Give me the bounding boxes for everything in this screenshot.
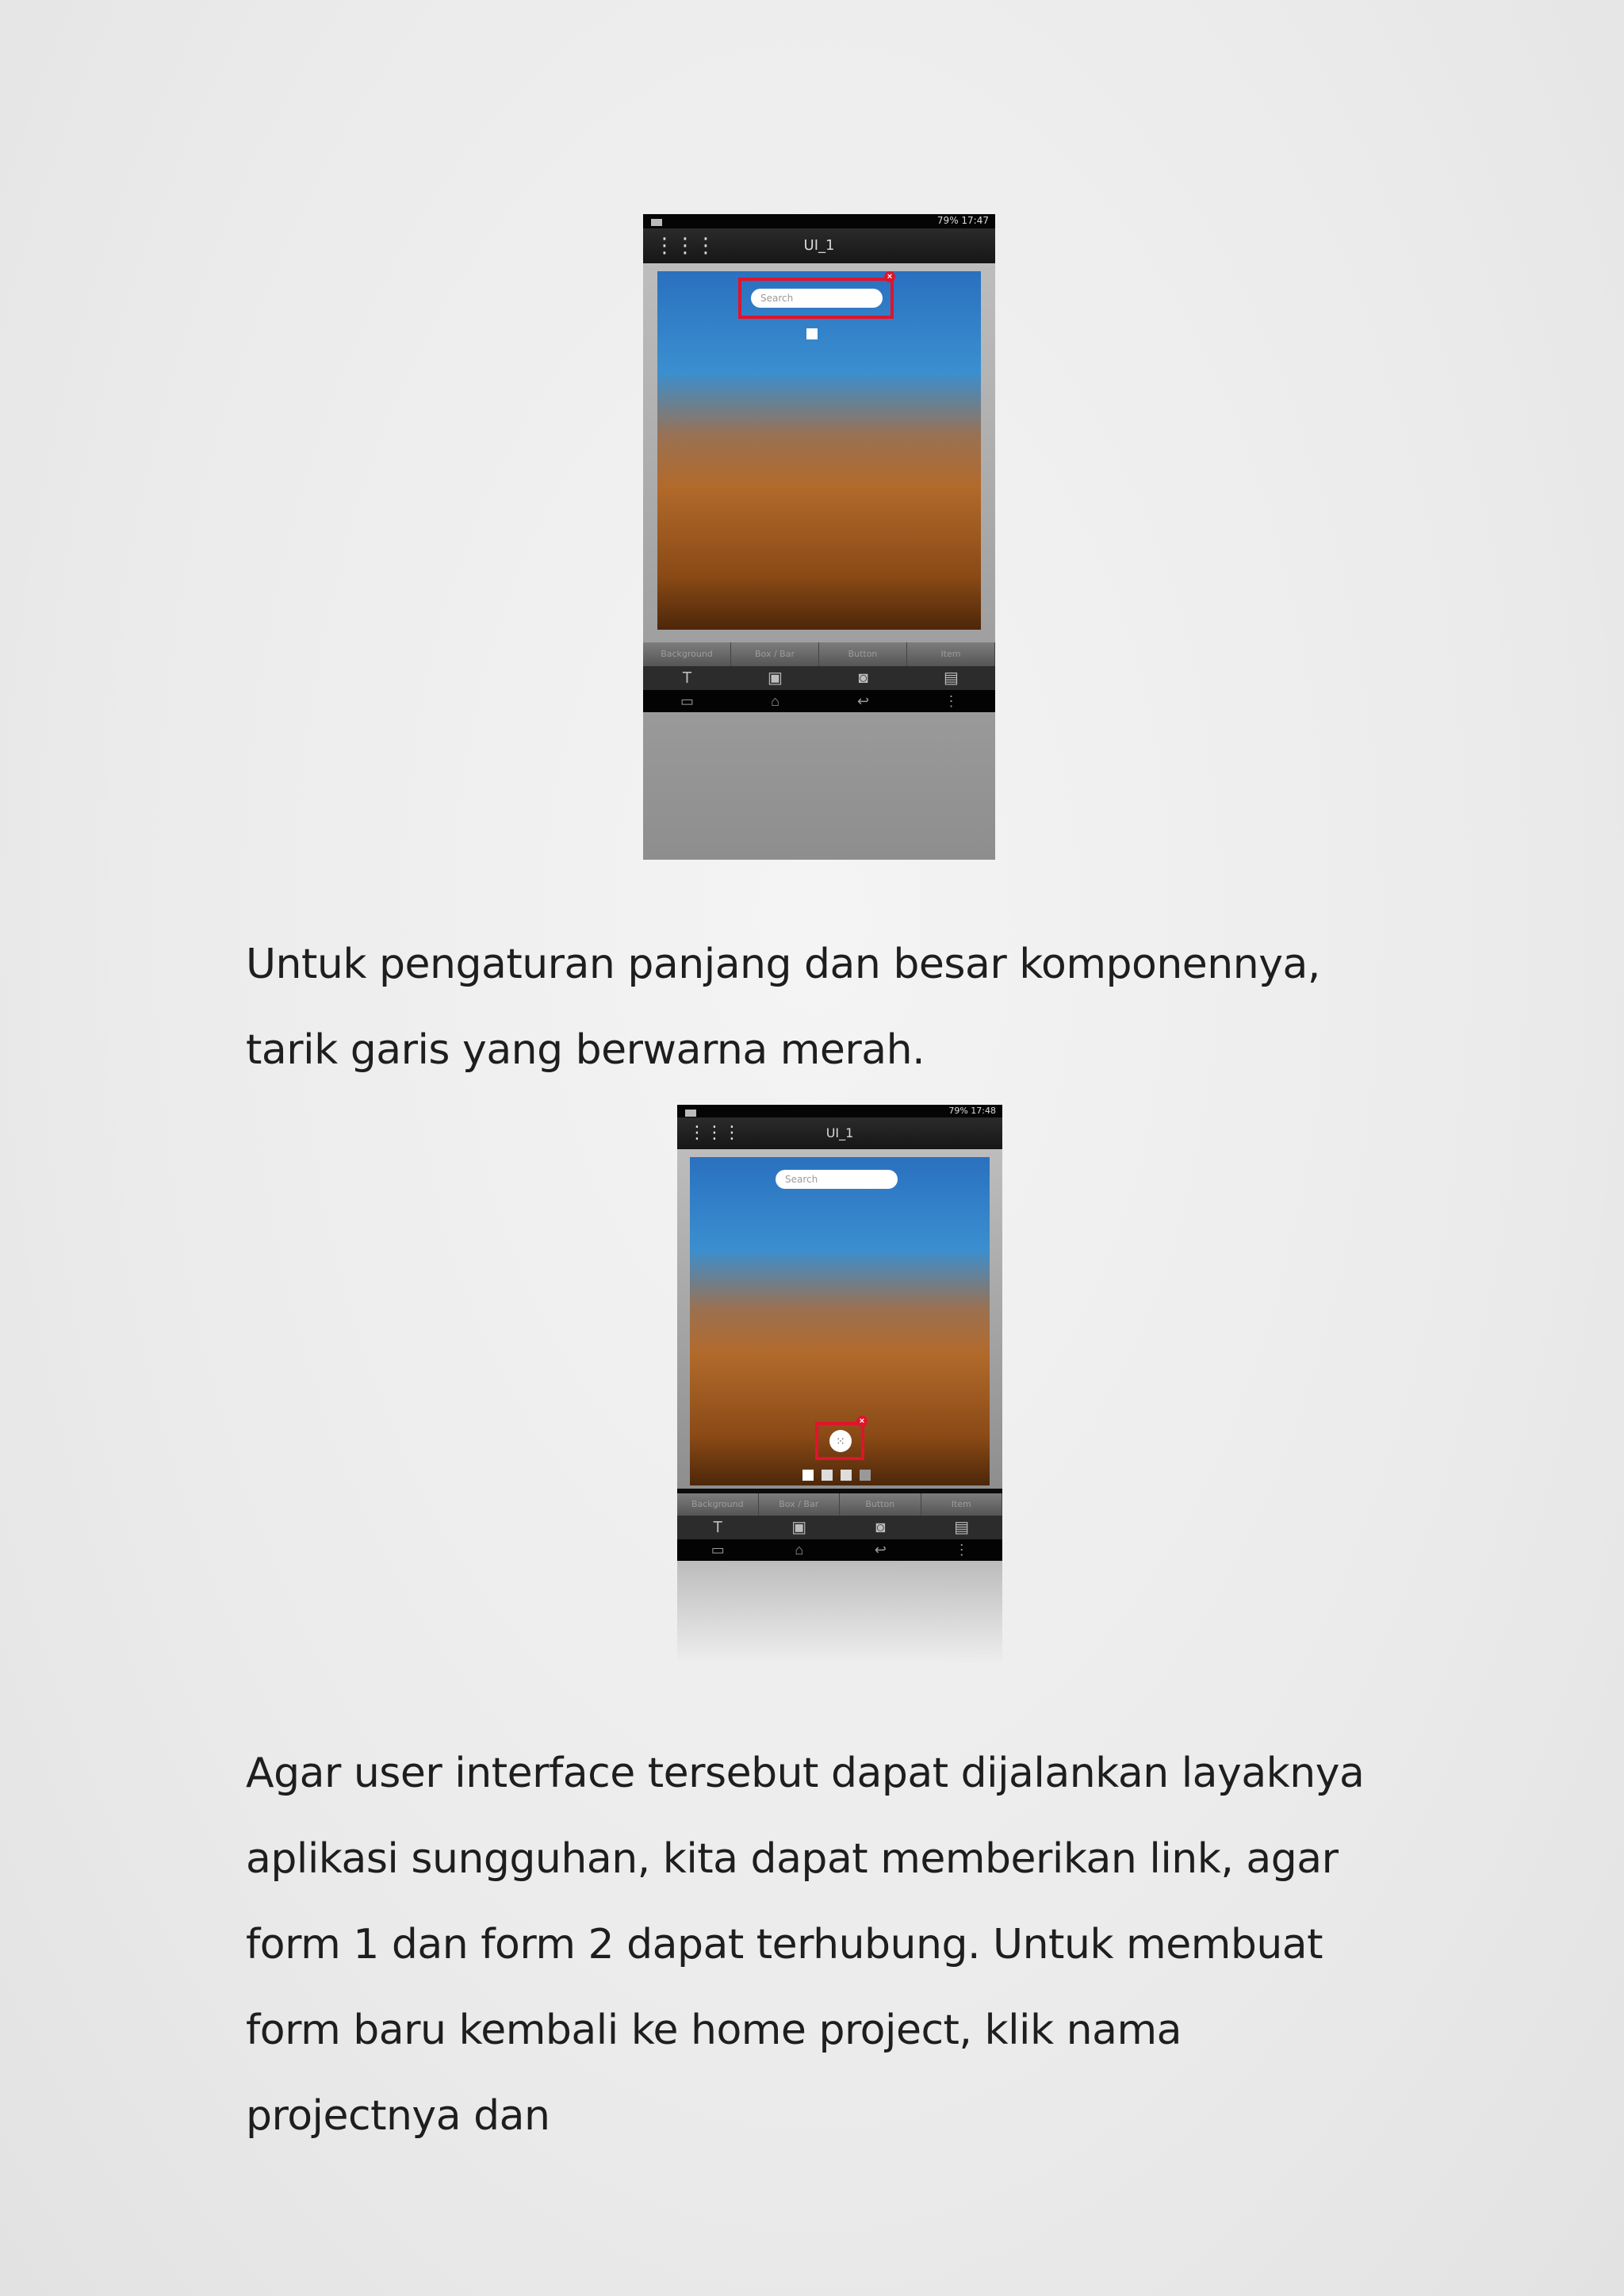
paragraph-2: Agar user interface tersebut dapat dijalankan layaknya aplikasi sungguhan, kita dapat memberikan link, agar form 1 dan form 2 dapat terhubung. Untuk membuat form baru kembali ke home project, klik nama projectnya dan [246, 1750, 1365, 2140]
page-dot-4 [860, 1470, 871, 1481]
phone-reflection-2 [677, 1561, 1002, 1664]
notification-icon [651, 219, 662, 226]
camera-tool-icon[interactable]: ◙ [875, 1519, 886, 1536]
form-title: UI_1 [825, 1125, 854, 1140]
menu-icon[interactable]: ⋮ [954, 1542, 969, 1558]
title-bar [643, 228, 995, 263]
recent-apps-icon[interactable]: ▭ [710, 1542, 725, 1558]
component-tabs [677, 1493, 1002, 1516]
recent-apps-icon[interactable]: ▭ [680, 693, 694, 709]
component-tabs [643, 642, 995, 666]
form-title: UI_1 [803, 237, 835, 254]
phone-screenshot-1 [643, 214, 995, 712]
save-tool-icon[interactable]: ▤ [954, 1519, 970, 1536]
paragraph-1: Untuk pengaturan panjang dan besar komponennya, tarik garis yang berwarna merah. [246, 941, 1320, 1074]
tab-background[interactable]: Background [677, 1493, 759, 1516]
search-input[interactable]: Search [776, 1170, 898, 1189]
tab-box-bar[interactable]: Box / Bar [731, 642, 819, 666]
home-icon[interactable]: ⌂ [795, 1542, 804, 1558]
page-indicator-dots [802, 1470, 871, 1481]
text-tool-icon[interactable]: T [713, 1519, 723, 1536]
back-icon[interactable]: ↩ [856, 693, 870, 709]
phone-screenshot-2 [677, 1105, 1002, 1561]
image-tool-icon[interactable]: ▣ [791, 1519, 807, 1536]
app-grid-icon[interactable]: ⋮⋮⋮ [688, 1123, 741, 1143]
home-icon[interactable]: ⌂ [771, 693, 779, 709]
system-nav-bar [643, 690, 995, 712]
back-icon[interactable]: ↩ [874, 1542, 887, 1558]
app-grid-button[interactable]: ⁙ [829, 1430, 852, 1452]
tab-button[interactable]: Button [819, 642, 907, 666]
canvas-screen[interactable] [690, 1157, 990, 1485]
title-bar [677, 1117, 1002, 1149]
app-grid-icon[interactable]: ⋮⋮⋮ [654, 234, 716, 258]
tab-button[interactable]: Button [840, 1493, 921, 1516]
notification-icon [685, 1110, 696, 1117]
tool-bar [643, 666, 995, 690]
page-dot-1 [802, 1470, 814, 1481]
status-bar [643, 214, 995, 228]
tab-item[interactable]: Item [907, 642, 995, 666]
status-bar [677, 1105, 1002, 1117]
system-nav-bar [677, 1539, 1002, 1561]
remove-component-icon[interactable]: × [856, 1416, 868, 1427]
remove-component-icon[interactable]: × [884, 271, 895, 282]
page-dot-2 [822, 1470, 833, 1481]
tool-bar [677, 1516, 1002, 1539]
menu-icon[interactable]: ⋮ [944, 693, 959, 709]
status-text: 79% 17:47 [936, 215, 989, 226]
save-tool-icon[interactable]: ▤ [944, 669, 959, 687]
search-input[interactable]: Search [751, 289, 883, 308]
camera-tool-icon[interactable]: ◙ [858, 669, 868, 687]
tab-background[interactable]: Background [643, 642, 731, 666]
tab-item[interactable]: Item [921, 1493, 1003, 1516]
canvas-screen[interactable] [657, 271, 981, 630]
tab-box-bar[interactable]: Box / Bar [759, 1493, 841, 1516]
text-tool-icon[interactable]: T [682, 669, 692, 687]
image-tool-icon[interactable]: ▣ [768, 669, 783, 687]
status-text: 79% 17:48 [948, 1106, 996, 1116]
page-indicator-dot [806, 328, 818, 339]
page-dot-3 [841, 1470, 852, 1481]
